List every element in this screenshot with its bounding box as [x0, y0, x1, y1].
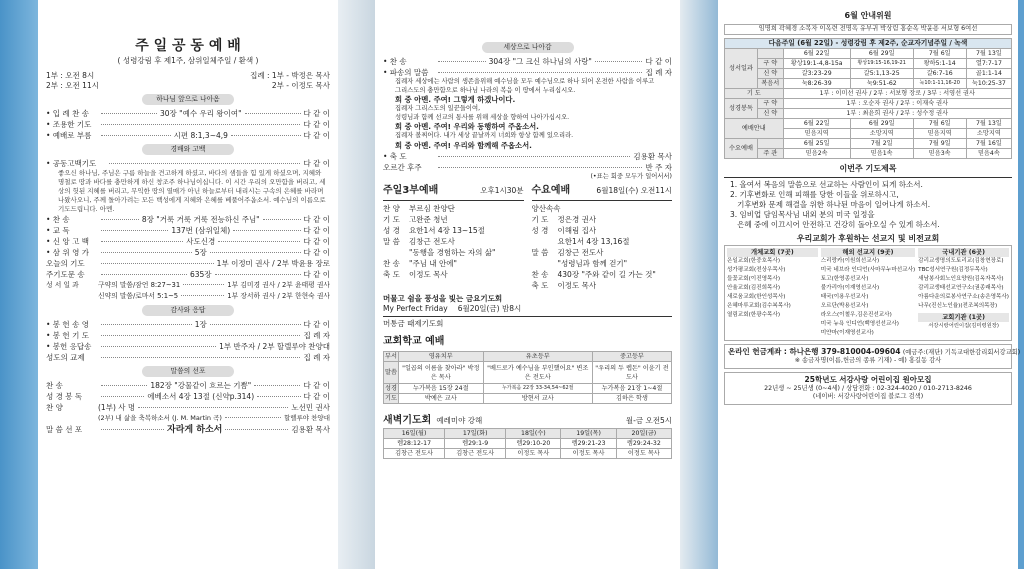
service-value: 이정도 목사 — [557, 281, 597, 290]
service-row — [532, 214, 673, 225]
order-row: • 봉 헌 기 도 집 례 자 — [46, 331, 330, 340]
sending-line: 그리스도의 충만함으로 하나님 나라의 복음 이 땅에서 누리십시오. — [395, 86, 576, 94]
section-title: 수요예배 — [531, 185, 571, 196]
order-row: • 교 독 137번 (삼위일체) 다 같 이 — [46, 226, 331, 235]
order-row: • 예배로 부름 시편 8:1,3~4,9 다 같 이 — [46, 131, 331, 140]
confession-prayer: 좋으신 하나님, 주님은 구름 하늘을 견고하게 하셨고, 바다의 샘들을 힘 있게 하셨으며, 지혜와 명철로 땅과 바다를 충만하게 하신 창조주 하나님이십니다. 이 시간 우리의 오만함을 버리고, 세상의 헛된 지혜를 버리고, 무익한 땅의 열매가 아닌 하늘로부터 내리시는 구속의 은혜를 바라며 나왔사오니, 주께 돌아가려는 모든 백성에게 지혜와 은혜를 베풀어주옵소서. 예수님의 이름으로 기도드립니다. 아멘. — [58, 169, 326, 213]
mission-item: 감리교생태선교연구소(권종래목사) — [918, 284, 1004, 291]
order-row: 성 서 일 과 구약의 말씀/잠언 8:27~31 1부 김미경 권사 / 2부 윤태평 권사 — [46, 281, 330, 289]
daycare-info: (네이버: 서강사랑어린이집 블로그 검색) — [812, 393, 924, 400]
mission-item: TBC성서연구원(김정두목사) — [918, 266, 988, 273]
order-row: 찬 양 (1부) 사 명 노선민 권사 — [46, 403, 330, 412]
mission-item: 나무(진신노인율)(전조복의목장) — [918, 302, 998, 309]
sending-line: 집례자 세상에는 사람의 생존을위해 예수님을 모두 예수님으로 하나 되어 온전한 사람을 이루고 — [395, 78, 655, 85]
service-row — [532, 236, 673, 247]
service-value: 이정도 목사 — [409, 270, 448, 279]
service-value: 이해림 집사 — [557, 226, 597, 235]
mission-col — [821, 257, 915, 338]
service-label: 성 경 — [383, 226, 400, 235]
order-row: • 찬 송 8장 "거룩 거룩 거룩 전능하신 주님" 다 같 이 — [46, 215, 331, 224]
mid-gap-band-2 — [680, 0, 718, 569]
order-row: 말 씀 선 포 자라게 하소서 김용환 목사 — [46, 425, 331, 435]
service-value: 부르심 찬양단 — [409, 204, 455, 213]
mission-item: 서강시랑어린이집(김미령원장) — [928, 322, 999, 329]
mission-item: 불가리아(이재영선교사) — [820, 284, 880, 291]
friday-time: 6월20일(금) 밤8시 — [457, 304, 522, 313]
mission-item: 열림교회(한광수목사) — [727, 311, 780, 318]
service-value: 정은경 권사 — [557, 215, 597, 224]
section-pill: 말씀의 선포 — [142, 366, 234, 377]
mission-title: 우리교회가 후원하는 선교지 및 비전교회 — [796, 233, 940, 243]
sending-line: 회 중 아멘. 주여! 그렇게 하겠나이다. — [395, 95, 516, 104]
sending-line: 회 중 아멘. 주여! 우리와 함께해 주옵소서. — [395, 140, 532, 150]
daycare-title: 25학년도 서강사랑 어린이집 원아모집 — [804, 374, 932, 384]
mission-col — [918, 257, 1009, 311]
service-label: 축 도 — [531, 281, 549, 290]
service-label: 찬 양 — [383, 204, 400, 213]
time: 오후1시30분 — [480, 186, 524, 195]
sending-line: 성령님과 함께 선교의 통사를 위해 세상을 향하여 나아가십시오. — [395, 113, 570, 121]
sending-line: 회 중 아멘. 주여! 우리와 동행하여 주옵소서. — [395, 122, 539, 131]
service-row — [383, 269, 524, 280]
section-title: 새벽기도회 — [383, 415, 432, 426]
prayer-item: 2. 기후변화로 인해 피해를 당한 이들을 위로하시고, — [730, 189, 899, 199]
mid-gap-band — [338, 0, 375, 569]
dawn-table: 16일(월) 17일(화) 18일(수) 19일(목) 20일(금) 렘28:12-17 렘29:1-9 렘29:10-20 렘29:21-23 렘29:24-32 김창근 전도사 김창근 전도사 이정도 목사 이정도 목사 이정도 목사 — [383, 428, 672, 459]
service-row — [532, 247, 673, 258]
mission-item: 은혜마루교회(김수복목사) — [727, 302, 791, 309]
service-value: 고완준 청년 — [409, 215, 448, 224]
order-row: • 입 례 찬 송 30장 "예수 우리 왕이여" 다 같 이 — [46, 109, 331, 118]
sending-line: 집례자 볼찌어다. 내가 세상 끝날까지 너희와 항상 함께 있으리라. — [395, 132, 574, 139]
order-row: • 봉헌 응답송 1부 반주자 / 2부 할렐루야 찬양대 — [46, 342, 330, 351]
service-time: 1부 : 오전 8시 — [46, 71, 95, 80]
service-value: "동행을 경험하는 자의 삶" — [409, 248, 496, 257]
service-row — [532, 258, 673, 269]
order-row: 오늘의 기도 1부 이정미 권사 / 2부 박윤용 장로 — [46, 259, 330, 268]
sending-words — [383, 78, 672, 151]
presider: 집례 : 1부 - 박정은 목사 — [250, 71, 330, 80]
col-head: 국내기관 (6곳) — [918, 248, 1009, 257]
service-value: "성령님과 함께 걷기" — [557, 259, 628, 268]
prayer-item: 은혜 중에 이끄시어 안전하고 건강히 돌아오실 수 있게 하소서. — [730, 219, 940, 229]
right-blue-band — [1018, 0, 1024, 569]
subtitle: ( 성령강림 후 제1주, 삼위일체주일 / 환색 ) — [117, 56, 259, 65]
service-label: 말 씀 — [531, 248, 549, 257]
mission-item: 새로움교회(한인성목사) — [727, 293, 786, 300]
section-title: 주일3부예배 — [383, 185, 439, 196]
school-table: 부서 영유치부 유초등부 중고등부 말씀 "일곱의 이름을 찾아라" 박정은 목사 "베드로가 예수님을 부인했어요" 변조은 전도사 "우리의 두 렙돈" 이윤기 전도사 성경 누가복음 15장 24절 누가복음 22장 33-34,54~62절 누가복음 21장 1~4절 기도 박예은 교사 방현서 교사 김하은 학생 — [383, 351, 672, 404]
service-row — [532, 203, 673, 214]
order-row: 신약의 말씀/로마서 5:1~5 1부 장서하 권사 / 2부 한현숙 권사 — [98, 292, 330, 300]
mission-item: 미국 뉴욕 인디언(백영선선교사) — [820, 320, 899, 327]
service-row — [532, 269, 673, 280]
service-row — [532, 225, 673, 236]
order-row: • 조용한 기도 다 같 이 — [46, 120, 330, 129]
daycare-info: 22년생 ~ 25년생 (0~4세) / 상담전화 : 02-324-4020 / 010-2713-8246 — [764, 384, 972, 392]
service-label: 말 씀 — [383, 237, 400, 246]
col-head: 개체교회 (7곳) — [727, 248, 818, 257]
dawn-time: 월-금 오전5시 — [625, 416, 672, 425]
service-row — [383, 258, 524, 269]
prayer-item: 기후변화 문제 해결을 위한 하나된 마음이 일어나게 하소서. — [730, 199, 931, 209]
col-head: 교회기관 (1곳) — [918, 313, 1009, 322]
mission-item: 들꽃교회(이진영목사) — [727, 275, 780, 282]
service-value: 요한1서 4장 13~15절 — [409, 226, 485, 235]
col-head: 해외 선교지 (9곳) — [821, 248, 915, 257]
schedule-table: 다음주일 (6월 22일) - 성령강림 후 제2주, 순교자기념주일 / 녹색 성서일과 6월 22일 6월 29일 7월 6일 7월 13일 구 약 황상19:1-4,8-15a 황상19:15-16,19-21 왕하5:1-14 열7:7-17 신 약 갈3:23-29 갈5:1,13-25 갈6:7-16 골1:1-14 복음서 눅8:26-39 눅9:51-62 눅10:1-11,16-20 눅10:25-37 기 도 1부 : 이미선 권사 / 2부 : 서보형 장로 / 3부 : 서영선 권사 성경봉독 구 약 1부 : 오순자 권사 / 2부 : 이재숙 권사 신 약 1부 : 최윤희 권사 / 2부 : 성수정 권사 예배안내 6월 22일 6월 29일 7월 6일 7월 13일 믿음지역 소망지역 믿음지역 소망지역 수요예배 6월 25일 7월 2일 7월 9일 7월 16일 주 관 믿음2속 믿음1속 믿음3속 믿음4속 — [724, 38, 1012, 159]
order-row: (2부) 내 삶을 축복하소서 (J. M. Martin 곡) 할렐루야 찬양대 — [98, 414, 330, 422]
order-row: 주기도문 송 635장 다 같 이 — [46, 270, 331, 279]
section-pill: 감사와 응답 — [142, 305, 234, 316]
order-row: • 신 앙 고 백 사도신경 다 같 이 — [46, 237, 330, 246]
service-label: 기 도 — [383, 215, 400, 224]
section-title: 교회학교 예배 — [383, 336, 445, 347]
mission-item: 태국(이용우선교사) — [820, 293, 869, 300]
service-time: 2부 : 오전 11시 — [46, 81, 99, 90]
service-row — [383, 247, 524, 258]
friday-title: 머물고 쉼을 풍성을 빛는 금요기도회 — [383, 294, 503, 303]
panel-worship-order — [38, 0, 338, 569]
time: 6월18일(수) 오전11시 — [596, 186, 672, 195]
order-row: • 축 도 김용환 목사 — [383, 151, 672, 161]
service-label: 양산속속 — [531, 204, 561, 213]
service-row — [383, 225, 524, 236]
prayer-item: 1. 올여서 복음의 말씀으로 선교하는 사람인이 되게 하소서. — [730, 179, 923, 189]
order-row: 찬 송 182장 "강물같이 흐르는 기쁨" 다 같 이 — [46, 381, 330, 390]
service-label: 성 경 — [531, 226, 549, 235]
order-row: • 삼 위 영 가 5장 다 같 이 — [46, 248, 331, 257]
page-title: 주 일 공 동 예 배 — [135, 38, 241, 54]
order-row: • 파송의 말씀 집 례 자 — [383, 68, 672, 77]
mission-item: 스리랑카(이원희선교사) — [820, 257, 880, 264]
mission-item: 미얀마(이재영선교사) — [820, 329, 874, 336]
service-value: 요한1서 4장 13,16절 — [557, 237, 630, 246]
mission-item: 성가평교회(전상우목사) — [727, 266, 786, 273]
service-row — [383, 236, 524, 247]
order-row: 오르간 후주 반 주 자 — [383, 162, 672, 172]
bank-note: (예금주:(재단) 기독교대한감리회서강교회) — [902, 348, 1021, 356]
order-row: • 공동고백기도 다 같 이 — [46, 159, 330, 168]
sending-line: 집례자 그리스도의 일꾼들이여, — [395, 105, 481, 112]
mission-item: 토고(한영종선교사) — [820, 275, 869, 282]
section-pill: 경배와 고백 — [142, 144, 234, 155]
mission-item: 아름다운의료봉사연구소(송은영목사) — [918, 293, 1009, 300]
prayer-title: 이번주 기도제목 — [839, 163, 897, 173]
order-row: 성 경 봉 독 에베소서 4장 13절 (신약p.314) 다 같 이 — [46, 392, 331, 401]
order-row: • 봉 헌 송 영 1장 다 같 이 — [46, 320, 331, 329]
mission-item: 은일교회(한중호목사) — [727, 257, 780, 264]
ushers-title: 6월 안내위원 — [844, 11, 892, 20]
service-value: 김창근 전도사 — [557, 248, 604, 257]
service-label: 축 도 — [383, 270, 400, 279]
mission-col — [727, 257, 818, 320]
mission-item: 미국 네브라 인디언(사마무누마선교사) — [820, 266, 916, 273]
service-row — [532, 280, 673, 291]
friday-desc: 머통금 때제기도회 — [383, 319, 444, 328]
dawn-sub: 예레미야 강해 — [436, 416, 483, 425]
mission-item: 오르단(박용선교사) — [820, 302, 869, 309]
service-label: 찬 송 — [531, 270, 549, 279]
service-label: 기 도 — [531, 215, 549, 224]
left-blue-band — [0, 0, 38, 569]
mission-item: 감리교생명의도토리교(김창현장로) — [918, 257, 1004, 264]
order-row: 성도의 교제 집 례 자 — [46, 353, 330, 362]
service-value: 430장 "주와 같이 길 가는 것" — [557, 270, 656, 279]
panel-services — [375, 0, 680, 569]
friday-sub: My Perfect Friday — [383, 304, 448, 313]
panel-announcements — [718, 0, 1021, 569]
bank-account: 온라인 헌금계좌 : 하나은행 379-810004-09604 — [728, 346, 901, 356]
prayer-list — [724, 180, 1012, 230]
mission-item: 새남봉사회노인요양원(김옥자목사) — [918, 275, 1004, 282]
service-row — [383, 214, 524, 225]
ushers-list: 임명희 곽혜경 소복자 이옥련 전명옥 유부귀 박상림 홍순옥 박윤용 서보형 6여선 — [724, 24, 1012, 35]
third-service-list — [383, 203, 524, 280]
service-row — [383, 203, 524, 214]
mission-item: 안율교회(김진희목사) — [727, 284, 780, 291]
presider: 2부 - 이정도 목사 — [271, 81, 330, 90]
wednesday-list — [532, 203, 673, 291]
order-row: • 찬 송 304장 "그 크신 하나님의 사랑" 다 같 이 — [383, 57, 672, 66]
bank-note: ※ 송금자명(이름,헌금의 종류 기재) - 예) 홍길동 감사 — [794, 357, 942, 364]
section-pill: 세상으로 나아감 — [482, 42, 574, 53]
prayer-item: 3. 임비업 담임목사님 내외 분의 미국 일정을 — [730, 209, 875, 219]
service-value: "주님 내 안에" — [409, 259, 457, 268]
section-pill: 하나님 앞으로 나아옴 — [142, 94, 234, 105]
service-value: 김창근 전도사 — [409, 237, 455, 246]
service-label: 찬 송 — [383, 259, 400, 268]
mission-item: 라오스(이철우,김은진선교사) — [820, 311, 892, 318]
note: (•표는 회중 모두가 일어서서) — [590, 172, 672, 180]
